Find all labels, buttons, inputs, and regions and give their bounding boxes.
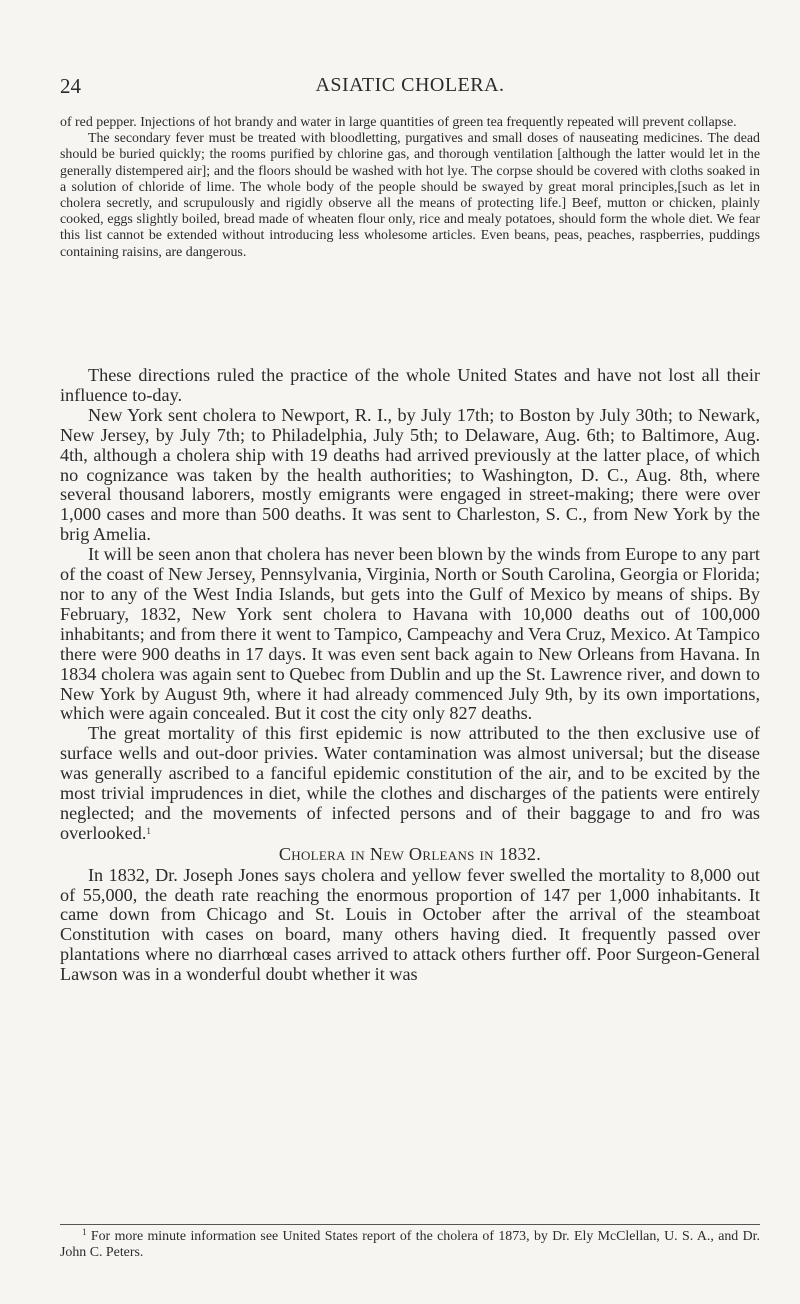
page-number: 24 [60, 74, 81, 98]
footnote-mark: 1 [82, 1227, 87, 1237]
body-paragraph-1: These directions ruled the practice of the whole United States and have not lost all their influence to-day. [60, 365, 760, 405]
small-paragraph-1: of red pepper. Injections of hot brandy and water in large quantities of green tea frequently repeated will prevent collapse. [60, 115, 737, 130]
footnote-text: For more minute information see United States report of the cholera of 1873, by Dr. Ely McClellan, U. S. A., and Dr. John C. Peters. [60, 1229, 760, 1260]
body-text [60, 366, 760, 985]
body-paragraph-5: In 1832, Dr. Joseph Jones says cholera and yellow fever swelled the mortality to 8,000 out of 55,000, the death rate reaching the enormous proportion of 147 per 1,000 inhabitants. It came down from Chicago and St. Louis in October after the arrival of the steamboat Constitution with cases on board, many others having died. It frequently passed over plantations where no diarrhœal cases arrived to attack others further off. Poor Surgeon-General Lawson was in a wonderful doubt whether it was [60, 864, 760, 985]
page-header [60, 74, 760, 98]
body-paragraph-2: New York sent cholera to Newport, R. I., by July 17th; to Boston by July 30th; to Newark, New Jersey, by July 7th; to Philadelphia, July 5th; to Delaware, Aug. 6th; to Baltimore, Aug. 4th, although a cholera ship with 19 deaths had arrived previously at the latter place, of which no cognizance was taken by the health authorities; to Washington, D. C., Aug. 8th, where several thousand laborers, mostly emigrants were engaged in street-making; there were over 1,000 cases and more than 500 deaths. It was sent to Charleston, S. C., from New York by the brig Amelia. [60, 404, 760, 545]
body-paragraph-4 [60, 724, 760, 843]
footnote-paragraph [60, 1229, 760, 1261]
section-heading: Cholera in New Orleans in 1832. [278, 843, 542, 864]
footnote-reference: 1 [146, 825, 151, 836]
running-title: ASIATIC CHOLERA. [315, 74, 505, 96]
body-paragraph-3: It will be seen anon that cholera has never been blown by the winds from Europe to any part of the coast of New Jersey, Pennsylvania, Virginia, North or South Carolina, Georgia or Florida; nor to any of the West India Islands, but gets into the Gulf of Mexico by means of ships. By February, 1832, New York sent cholera to Havana with 10,000 deaths out of 100,000 inhabitants; and from there it went to Tampico, Campeachy and Vera Cruz, Mexico. At Tampico there were 900 deaths in 17 days. It was even sent back again to New Orleans from Havana. In 1834 cholera was again sent to Quebec from Dublin and up the St. Lawrence river, and down to New York by August 9th, where it had already commenced July 9th, by its own importations, which were again concealed. But it cost the city only 827 deaths. [60, 544, 760, 724]
footnote [60, 1229, 760, 1261]
body-paragraph-4-text: The great mortality of this first epidemic is now attributed to the then exclusive use of surface wells and out-door privies. Water contamination was almost universal; but the disease was generally ascribed to a fanciful epidemic constitution of the air, and to be excited by the most trivial imprudences in diet, while the clothes and discharges of the patients were entirely neglected; and the movements of infected persons and of their baggage to and fro was overlooked. [60, 723, 760, 843]
small-paragraph-2: The secondary fever must be treated with bloodletting, purgatives and small doses of nauseating medicines. The dead should be buried quickly; the rooms purified by chlorine gas, and thorough ventilation [although the latter would let in the generally distempered air]; and the floors should be washed with hot lye. The corpse should be covered with cloths soaked in a solution of chloride of lime. The whole body of the people should be swayed by great moral principles,[such as let in cholera secretly, and scrupulously and rigidly observe all the means of protecting life.] Beef, mutton or chicken, plainly cooked, eggs slightly boiled, bread made of wheaten flour only, rice and mealy potatoes, should form the whole diet. We fear this list cannot be extended without introducing less wholesome articles. Even beans, peas, peaches, raspberries, puddings containing raisins, are dangerous. [60, 131, 760, 260]
footnote-divider [60, 1224, 760, 1225]
small-type-section [60, 115, 760, 261]
